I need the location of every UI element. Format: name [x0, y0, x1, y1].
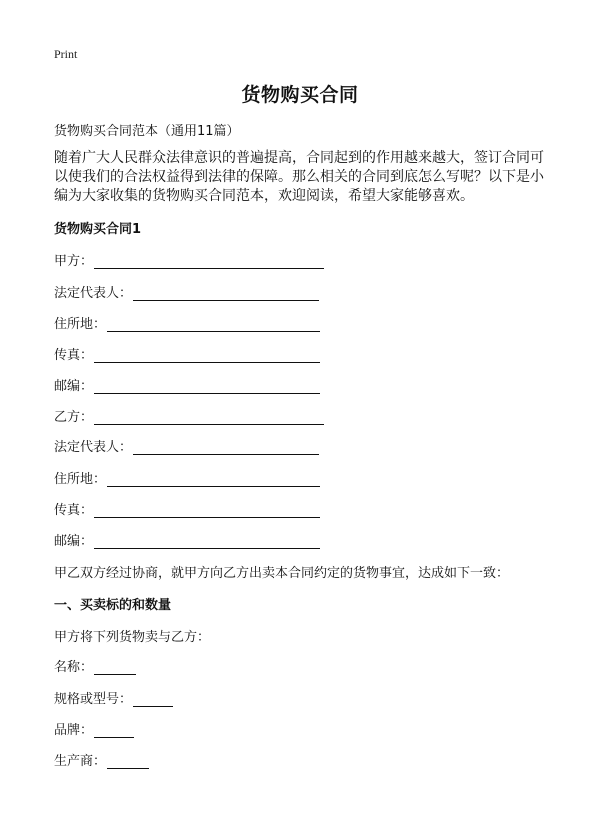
party-b-postcode-blank [94, 534, 320, 549]
party-a-fax-label: 传真： [54, 348, 94, 363]
intro-paragraph: 随着广大人民群众法律意识的普遍提高，合同起到的作用越来越大，签订合同可以使我们的合法权益得到法律的保障。那么相关的合同到底怎么写呢？以下是小编为大家收集的货物购买合同范本，欢迎阅读，希望大家能够喜欢。 [54, 150, 544, 204]
party-a-address-blank [107, 317, 320, 332]
party-b-address-blank [107, 472, 320, 487]
party-b-name-row [54, 406, 324, 425]
party-b-postcode-label: 邮编： [54, 534, 94, 549]
party-a-postcode-row [54, 375, 320, 394]
goods-brand-label: 品牌： [54, 723, 94, 738]
section-1-heading: 一、买卖标的和数量 [54, 598, 172, 613]
party-a-address-row [54, 313, 320, 332]
goods-maker-label: 生产商： [54, 754, 107, 769]
party-a-address-label: 住所地： [54, 317, 107, 332]
print-link[interactable]: Print [54, 47, 78, 61]
party-a-fax-blank [94, 348, 320, 363]
party-b-address-label: 住所地： [54, 472, 107, 487]
party-b-address-row [54, 468, 320, 487]
document-subtitle: 货物购买合同范本（通用11篇） [54, 124, 240, 139]
party-b-rep-label: 法定代表人： [54, 440, 133, 455]
party-a-name-blank [94, 254, 324, 269]
party-b-rep-blank [133, 440, 319, 455]
party-a-rep-blank [133, 286, 319, 301]
goods-brand-blank [94, 723, 134, 738]
party-a-postcode-blank [94, 379, 320, 394]
party-a-postcode-label: 邮编： [54, 379, 94, 394]
goods-name-blank [94, 660, 136, 675]
party-b-fax-blank [94, 503, 320, 518]
contract-heading: 货物购买合同1 [54, 222, 142, 237]
goods-maker-row [54, 750, 149, 769]
party-b-fax-row [54, 499, 320, 518]
party-b-name-blank [94, 410, 324, 425]
party-b-name-label: 乙方： [54, 410, 94, 425]
party-a-rep-row [54, 282, 319, 301]
party-b-fax-label: 传真： [54, 503, 94, 518]
party-b-postcode-row [54, 530, 320, 549]
document-title: 货物购买合同 [241, 84, 359, 106]
section-1-intro: 甲方将下列货物卖与乙方： [54, 630, 211, 645]
goods-brand-row [54, 719, 134, 738]
goods-model-blank [133, 692, 173, 707]
agreement-paragraph: 甲乙双方经过协商，就甲方向乙方出卖本合同约定的货物事宜，达成如下一致： [54, 566, 510, 581]
goods-model-label: 规格或型号： [54, 692, 133, 707]
party-a-name-row [54, 250, 324, 269]
goods-name-label: 名称： [54, 660, 94, 675]
party-a-fax-row [54, 344, 320, 363]
party-a-rep-label: 法定代表人： [54, 286, 133, 301]
goods-model-row [54, 688, 173, 707]
party-b-rep-row [54, 436, 319, 455]
goods-name-row [54, 656, 136, 675]
goods-maker-blank [107, 754, 149, 769]
party-a-name-label: 甲方： [54, 254, 94, 269]
